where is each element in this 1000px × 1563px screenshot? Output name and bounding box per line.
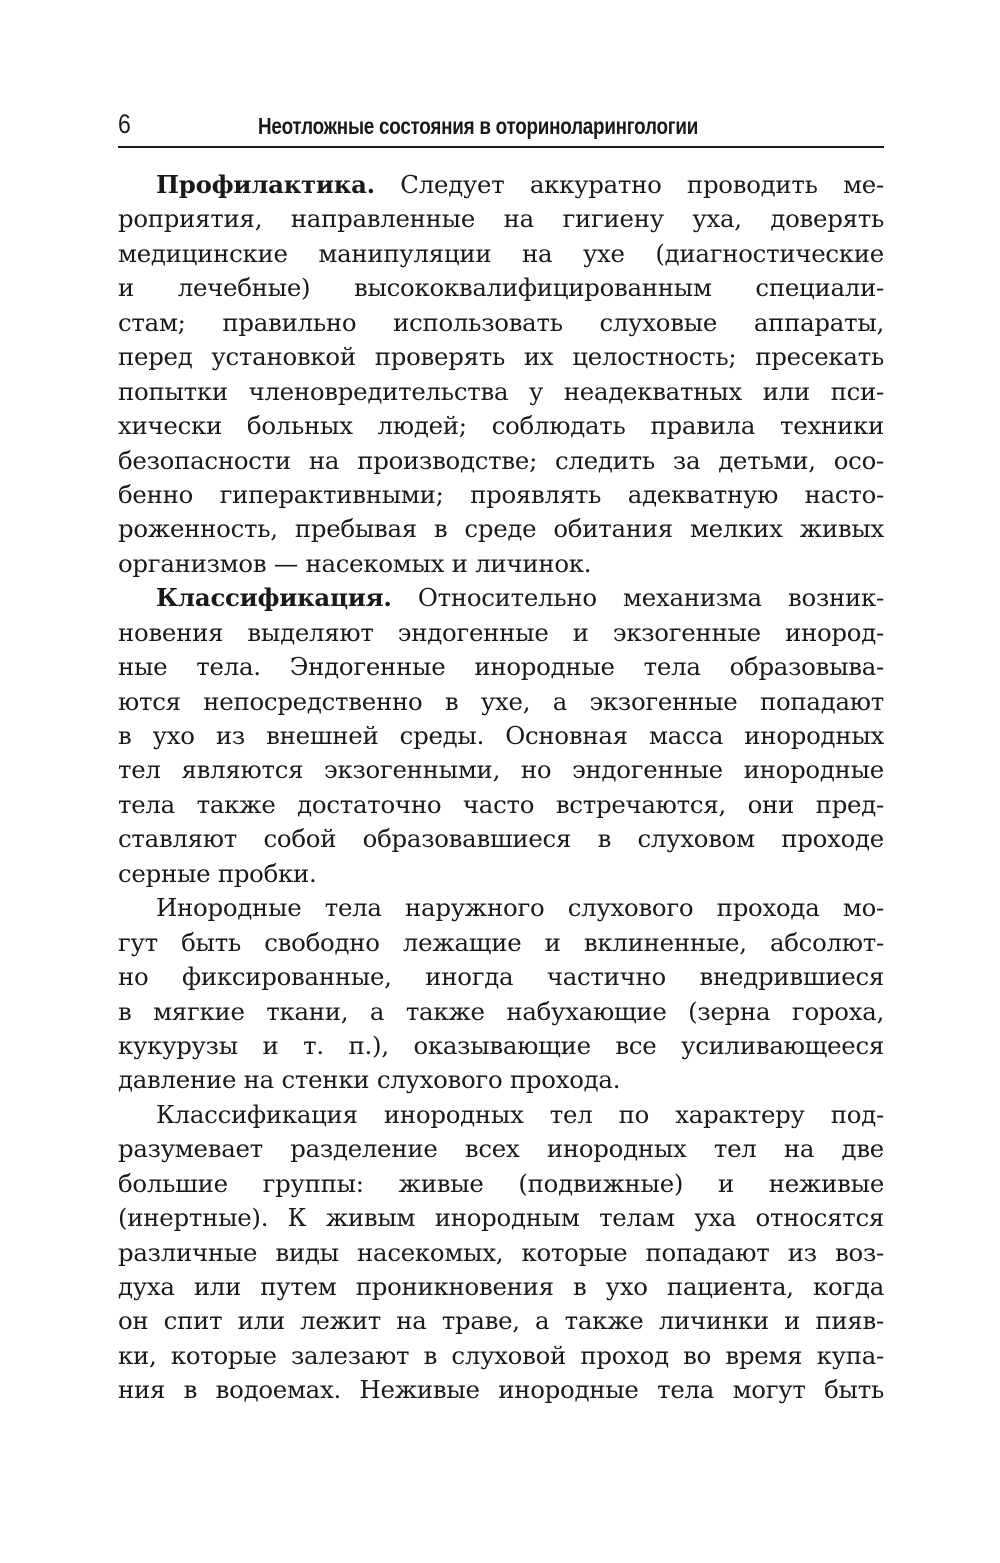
text-line: организмов — насекомых и личинок.: [118, 548, 592, 578]
text-line: гут быть свободно лежащие и вклиненные, абсолют-: [118, 927, 884, 957]
text-line: Классификация инородных тел по характеру под-: [156, 1099, 884, 1129]
paragraph-foreign-bodies: [118, 891, 884, 1098]
text-line: в мягкие ткани, а также набухающие (зерна гороха,: [118, 996, 884, 1026]
text-line: попытки членовредительства у неадекватных или пси-: [118, 376, 884, 406]
page-number: 6: [118, 109, 131, 139]
text-line: перед установкой проверять их целостность; пресекать: [118, 342, 884, 372]
text-line: стам; правильно использовать слуховые аппараты,: [118, 307, 884, 337]
text-line: большие группы: живые (подвижные) и неживые: [118, 1168, 884, 1198]
text-line: тела также достаточно часто встречаются, они пред-: [118, 789, 884, 819]
text-line: безопасности на производстве; следить за детьми, осо-: [118, 445, 884, 475]
text-line: ки, которые залезают в слуховой проход во время купа-: [118, 1340, 884, 1370]
text-line: роженность, пребывая в среде обитания мелких живых: [118, 514, 884, 544]
book-page: [118, 100, 884, 1408]
term-prophylaxis: Профилактика.: [156, 170, 375, 199]
text-line: кукурузы и т. п.), оказывающие все усиливающееся: [118, 1030, 884, 1060]
paragraph-classification: [118, 581, 884, 891]
text-line: хически больных людей; соблюдать правила техники: [118, 411, 884, 441]
header-rule: [118, 146, 884, 148]
text-line: духа или путем проникновения в ухо пациента, когда: [118, 1272, 884, 1301]
running-header: [118, 100, 884, 140]
text-line: медицинские манипуляции на ухе (диагностические: [118, 238, 884, 268]
term-classification: Классификация.: [156, 583, 392, 613]
text-line: серные пробки.: [118, 858, 317, 888]
text-line: тел являются экзогенными, но эндогенные инородные: [118, 755, 884, 785]
text-line: он спит или лежит на траве, а также личинки и пияв-: [118, 1306, 884, 1336]
text-line: (инертные). К живым инородным телам уха относятся: [118, 1203, 884, 1233]
paragraph-prophylaxis: [118, 168, 884, 581]
text-line: ные тела. Эндогенные инородные тела образовыва-: [118, 652, 884, 682]
text-line: Инородные тела наружного слухового прохода мо-: [156, 893, 884, 923]
text-line: и лечебные) высококвалифицированным специали-: [118, 273, 884, 303]
text-line: ния в водоемах. Неживые инородные тела могут быть: [118, 1375, 884, 1405]
text-line: но фиксированные, иногда частично внедрившиеся: [118, 962, 884, 992]
paragraph-living-inert: [118, 1098, 884, 1408]
body-text: [118, 168, 884, 1408]
text-line: Профилактика. Следует аккуратно проводить ме-: [156, 170, 884, 199]
text-line: роприятия, направленные на гигиену уха, доверять: [118, 204, 884, 234]
running-title: Неотложные состояния в оториноларингологии: [258, 113, 699, 139]
text-line: ставляют собой образовавшиеся в слуховом проходе: [118, 824, 884, 854]
text-line: различные виды насекомых, которые попадают из воз-: [118, 1237, 884, 1267]
text-line: разумевает разделение всех инородных тел на две: [118, 1134, 884, 1164]
text-line: бенно гиперактивными; проявлять адекватную насто-: [118, 479, 884, 509]
text-line: ются непосредственно в ухе, а экзогенные попадают: [118, 686, 884, 716]
text-line: в ухо из внешней среды. Основная масса инородных: [118, 721, 884, 750]
text-line: Классификация. Относительно механизма возник-: [156, 583, 884, 613]
text-line: новения выделяют эндогенные и экзогенные инород-: [118, 617, 884, 647]
text-line: давление на стенки слухового прохода.: [118, 1065, 621, 1095]
